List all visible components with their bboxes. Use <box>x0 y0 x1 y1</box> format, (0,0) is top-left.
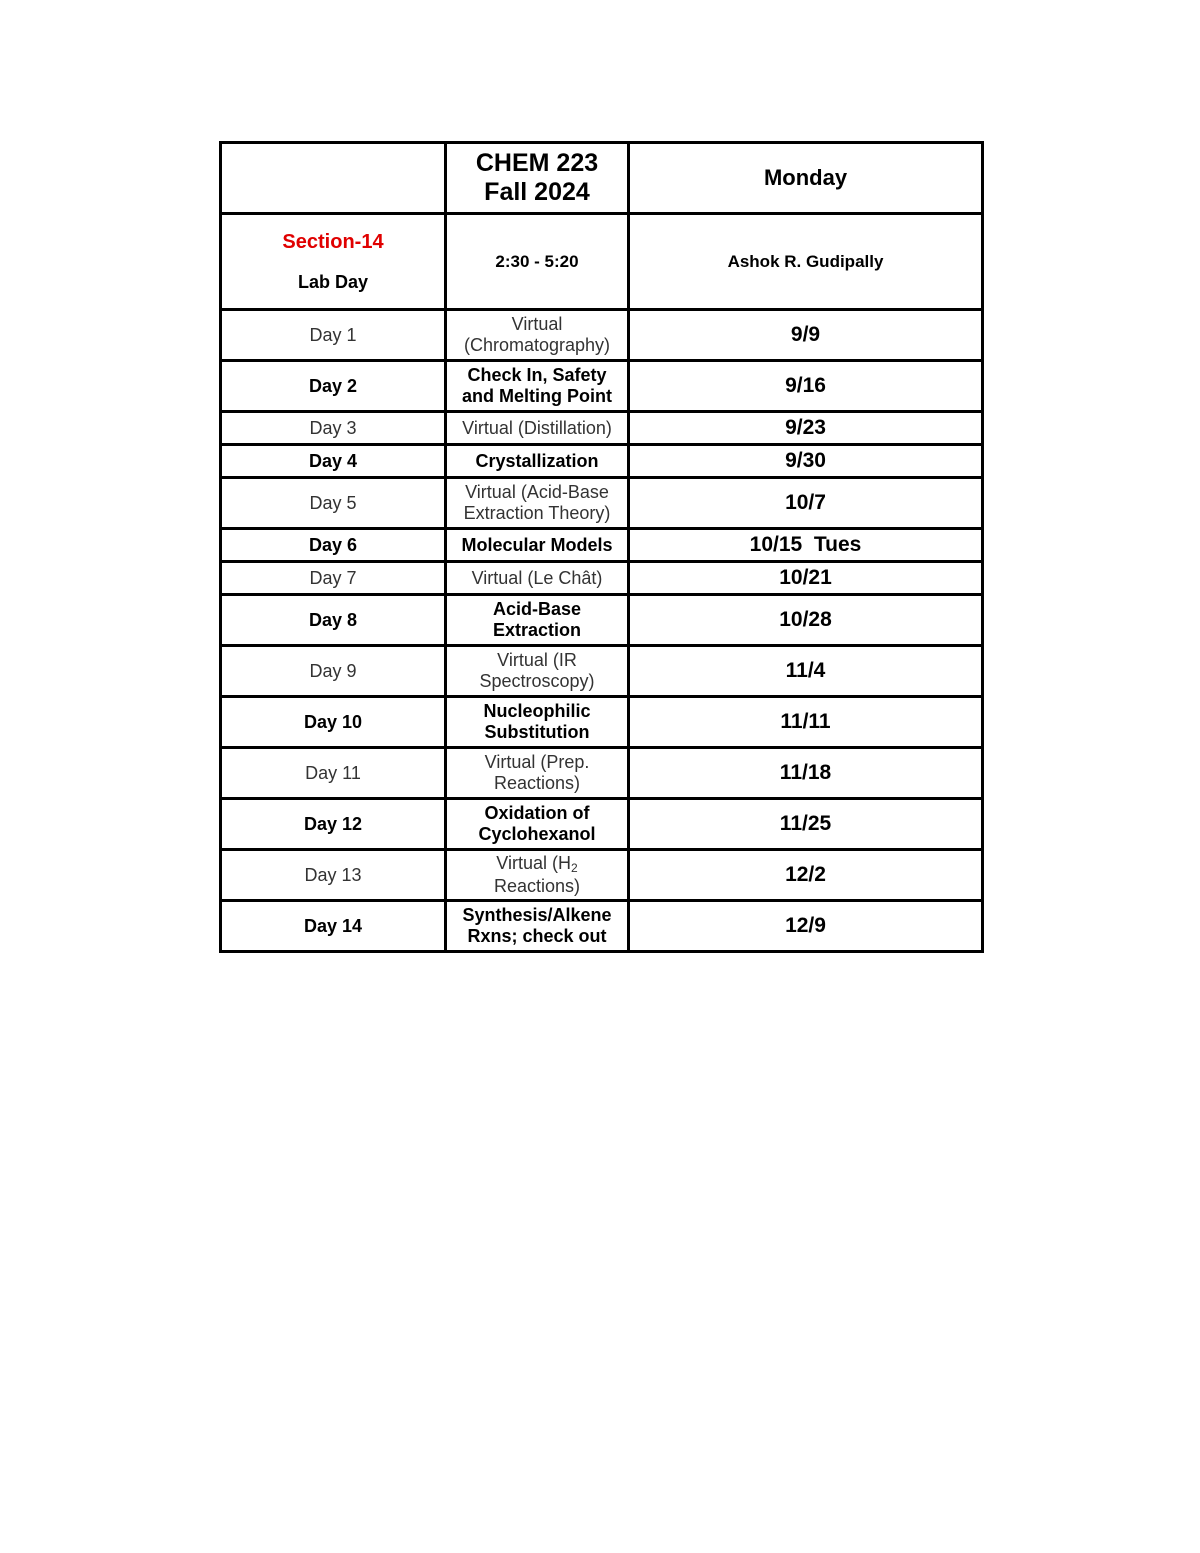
experiment-cell: Acid-Base Extraction <box>446 595 629 646</box>
day-cell: Day 14 <box>221 901 446 952</box>
day-cell: Day 12 <box>221 799 446 850</box>
table-row <box>221 901 983 952</box>
date-cell: 12/9 <box>629 901 983 952</box>
experiment-cell: Virtual (IR Spectroscopy) <box>446 646 629 697</box>
table-row <box>221 445 983 478</box>
course-term: Fall 2024 <box>484 178 590 206</box>
date-cell: 9/30 <box>629 445 983 478</box>
course-name: CHEM 223 <box>475 149 599 178</box>
experiment-text-prefix: Virtual (H <box>496 853 571 874</box>
date-cell: 11/25 <box>629 799 983 850</box>
experiment-cell: Virtual (Le Chât) <box>446 562 629 595</box>
experiment-cell: Oxidation of Cyclohexanol <box>446 799 629 850</box>
section-label: Section-14 <box>282 230 384 253</box>
table-row <box>221 310 983 361</box>
weekday-cell: Monday <box>629 143 983 214</box>
section-cell <box>221 214 446 310</box>
date-cell: 10/15 Tues <box>629 529 983 562</box>
header-empty-cell <box>221 143 446 214</box>
experiment-cell: Nucleophilic Substitution <box>446 697 629 748</box>
lab-day-label: Lab Day <box>297 271 369 292</box>
section-time: 2:30 - 5:20 <box>446 214 629 310</box>
experiment-cell <box>446 850 629 901</box>
day-cell: Day 10 <box>221 697 446 748</box>
date-cell: 11/11 <box>629 697 983 748</box>
table-row <box>221 361 983 412</box>
table-row <box>221 412 983 445</box>
table-row <box>221 697 983 748</box>
table-row <box>221 850 983 901</box>
experiment-cell: Virtual (Chromatography) <box>446 310 629 361</box>
table-row <box>221 595 983 646</box>
experiment-cell: Virtual (Acid-Base Extraction Theory) <box>446 478 629 529</box>
day-cell: Day 8 <box>221 595 446 646</box>
day-cell: Day 2 <box>221 361 446 412</box>
lab-schedule-table <box>219 141 984 953</box>
day-cell: Day 4 <box>221 445 446 478</box>
day-cell: Day 13 <box>221 850 446 901</box>
date-cell: 10/7 <box>629 478 983 529</box>
experiment-cell: Check In, Safety and Melting Point <box>446 361 629 412</box>
experiment-subscript: 2 <box>571 861 578 876</box>
date-cell: 9/16 <box>629 361 983 412</box>
experiment-cell: Crystallization <box>446 445 629 478</box>
day-cell: Day 5 <box>221 478 446 529</box>
table-row <box>221 799 983 850</box>
day-cell: Day 1 <box>221 310 446 361</box>
table-row <box>221 646 983 697</box>
day-cell: Day 6 <box>221 529 446 562</box>
date-cell: 11/18 <box>629 748 983 799</box>
experiment-cell: Virtual (Prep. Reactions) <box>446 748 629 799</box>
date-cell: 10/21 <box>629 562 983 595</box>
experiment-cell: Synthesis/Alkene Rxns; check out <box>446 901 629 952</box>
table-row <box>221 562 983 595</box>
table-row <box>221 529 983 562</box>
date-cell: 12/2 <box>629 850 983 901</box>
date-cell: 11/4 <box>629 646 983 697</box>
table-row <box>221 478 983 529</box>
date-cell: 9/23 <box>629 412 983 445</box>
experiment-cell: Molecular Models <box>446 529 629 562</box>
day-cell: Day 7 <box>221 562 446 595</box>
date-cell: 10/28 <box>629 595 983 646</box>
date-cell: 9/9 <box>629 310 983 361</box>
experiment-text-suffix: Reactions) <box>493 876 581 897</box>
instructor-name: Ashok R. Gudipally <box>629 214 983 310</box>
course-title-cell <box>446 143 629 214</box>
table-row <box>221 748 983 799</box>
experiment-cell: Virtual (Distillation) <box>446 412 629 445</box>
section-row <box>221 214 983 310</box>
day-cell: Day 11 <box>221 748 446 799</box>
header-row <box>221 143 983 214</box>
day-cell: Day 3 <box>221 412 446 445</box>
day-cell: Day 9 <box>221 646 446 697</box>
